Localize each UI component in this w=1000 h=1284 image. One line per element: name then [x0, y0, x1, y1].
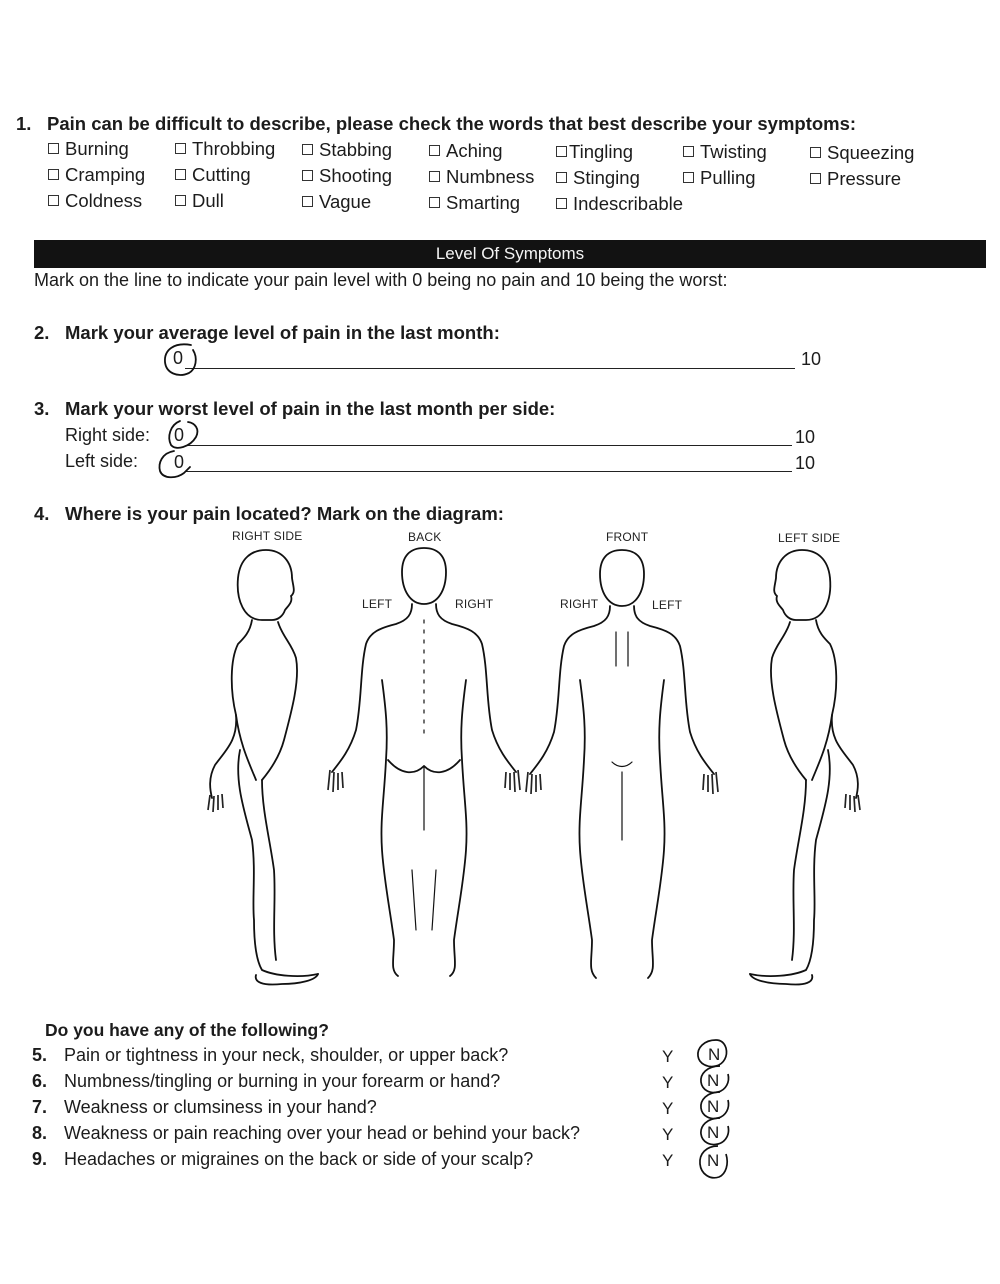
checkbox[interactable]: [556, 172, 567, 183]
option-squeezing[interactable]: Squeezing: [810, 142, 914, 164]
no-option[interactable]: N: [707, 1151, 720, 1170]
checkbox[interactable]: [810, 173, 821, 184]
q4-text: Where is your pain located? Mark on the diagram:: [65, 503, 504, 524]
item-text: Numbness/tingling or burning in your forearm or hand?: [64, 1071, 501, 1091]
item-number: 9.: [32, 1149, 48, 1169]
checkbox[interactable]: [429, 171, 440, 182]
checkbox[interactable]: [175, 169, 186, 180]
q4-number: 4.: [34, 503, 50, 524]
figure-front[interactable]: [526, 550, 718, 978]
q3-right-side-label: Right side:: [65, 425, 151, 445]
checkbox[interactable]: [48, 169, 59, 180]
yes-option[interactable]: Y: [662, 1047, 674, 1066]
q3-right-pain-line[interactable]: [186, 445, 792, 446]
q3-handwritten-circles: [150, 415, 210, 483]
option-stinging[interactable]: Stinging: [556, 167, 640, 189]
checkbox[interactable]: [175, 143, 186, 154]
item-text: Weakness or clumsiness in your hand?: [64, 1097, 377, 1117]
checkbox[interactable]: [302, 144, 313, 155]
checkbox[interactable]: [810, 147, 821, 158]
q1-text: Pain can be difficult to describe, please check the words that best describe your symptoms:: [47, 113, 857, 134]
yes-option[interactable]: Y: [662, 1099, 674, 1118]
q3-question: [34, 398, 555, 420]
yes-option[interactable]: Y: [662, 1151, 674, 1170]
q3-right-scale-min: 0: [174, 425, 185, 445]
q3-left-side-label: Left side:: [65, 451, 139, 471]
option-numbness[interactable]: Numbness: [429, 166, 534, 188]
list-item: [32, 1123, 580, 1144]
handwritten-no-circles: [690, 1036, 740, 1186]
checkbox[interactable]: [429, 197, 440, 208]
list-item: [32, 1097, 377, 1118]
checkbox[interactable]: [429, 145, 440, 156]
label-back-left: LEFT: [362, 597, 393, 611]
q2-question: [34, 322, 500, 344]
body-diagram[interactable]: [0, 540, 1000, 1000]
option-coldness[interactable]: Coldness: [48, 190, 142, 212]
option-vague[interactable]: Vague: [302, 191, 371, 213]
checkbox[interactable]: [48, 143, 59, 154]
checkbox[interactable]: [175, 195, 186, 206]
label-back-right: RIGHT: [455, 597, 494, 611]
q3-number: 3.: [34, 398, 50, 419]
checkbox[interactable]: [683, 146, 694, 157]
item-text: Headaches or migraines on the back or side of your scalp?: [64, 1149, 534, 1169]
label-left-side: LEFT SIDE: [778, 531, 841, 545]
option-shooting[interactable]: Shooting: [302, 165, 392, 187]
list-item: [32, 1149, 533, 1170]
item-number: 6.: [32, 1071, 48, 1091]
item-text: Pain or tightness in your neck, shoulder, or upper back?: [64, 1045, 509, 1065]
no-option[interactable]: N: [707, 1097, 720, 1116]
checkbox[interactable]: [302, 170, 313, 181]
option-pulling[interactable]: Pulling: [683, 167, 756, 189]
q1-number: 1.: [16, 113, 32, 134]
q2-number: 2.: [34, 322, 50, 343]
item-number: 8.: [32, 1123, 48, 1143]
label-back: BACK: [408, 530, 442, 544]
q3-text: Mark your worst level of pain in the last month per side:: [65, 398, 556, 419]
no-option[interactable]: N: [707, 1071, 720, 1090]
pain-scale-instruction: Mark on the line to indicate your pain level with 0 being no pain and 10 being the worst:: [34, 270, 728, 290]
figure-right-side[interactable]: [208, 550, 318, 985]
option-burning[interactable]: Burning: [48, 138, 129, 160]
checkbox[interactable]: [683, 172, 694, 183]
q2-scale-max: 10: [801, 349, 822, 369]
section-banner: Level Of Symptoms: [34, 240, 986, 268]
checkbox[interactable]: [556, 198, 567, 209]
checkbox[interactable]: [556, 146, 567, 157]
list-item: [32, 1071, 500, 1092]
figure-back[interactable]: [328, 548, 520, 976]
label-front-right: RIGHT: [560, 597, 599, 611]
q3-right-scale-max: 10: [795, 427, 816, 447]
label-front: FRONT: [606, 530, 649, 544]
option-cramping[interactable]: Cramping: [48, 164, 145, 186]
item-text: Weakness or pain reaching over your head or behind your back?: [64, 1123, 580, 1143]
option-dull[interactable]: Dull: [175, 190, 224, 212]
option-tingling[interactable]: Tingling: [556, 141, 633, 163]
q2-handwritten-circle: [158, 340, 208, 384]
q3-left-scale-min: 0: [174, 452, 185, 472]
option-cutting[interactable]: Cutting: [175, 164, 251, 186]
item-number: 5.: [32, 1045, 48, 1065]
no-option[interactable]: N: [708, 1045, 721, 1064]
figure-left-side[interactable]: [750, 550, 860, 985]
q3-left-scale-max: 10: [795, 453, 816, 473]
option-aching[interactable]: Aching: [429, 140, 503, 162]
label-right-side: RIGHT SIDE: [232, 529, 303, 543]
label-front-left: LEFT: [652, 598, 683, 612]
q2-scale-min: 0: [173, 348, 184, 368]
checkbox[interactable]: [48, 195, 59, 206]
q4-question: [34, 503, 504, 525]
q2-pain-line[interactable]: [185, 368, 795, 369]
option-twisting[interactable]: Twisting: [683, 141, 767, 163]
option-smarting[interactable]: Smarting: [429, 192, 520, 214]
q3-left-pain-line[interactable]: [186, 471, 792, 472]
option-throbbing[interactable]: Throbbing: [175, 138, 275, 160]
q2-text: Mark your average level of pain in the last month:: [65, 322, 500, 343]
q1-question: [16, 113, 856, 135]
item-number: 7.: [32, 1097, 48, 1117]
list-item: [32, 1045, 508, 1066]
checkbox[interactable]: [302, 196, 313, 207]
yes-option[interactable]: Y: [662, 1073, 674, 1092]
option-indescribable[interactable]: Indescribable: [556, 193, 683, 215]
option-stabbing[interactable]: Stabbing: [302, 139, 392, 161]
option-pressure[interactable]: Pressure: [810, 168, 901, 190]
yes-option[interactable]: Y: [662, 1125, 674, 1144]
following-heading: Do you have any of the following?: [45, 1020, 329, 1040]
no-option[interactable]: N: [707, 1123, 720, 1142]
